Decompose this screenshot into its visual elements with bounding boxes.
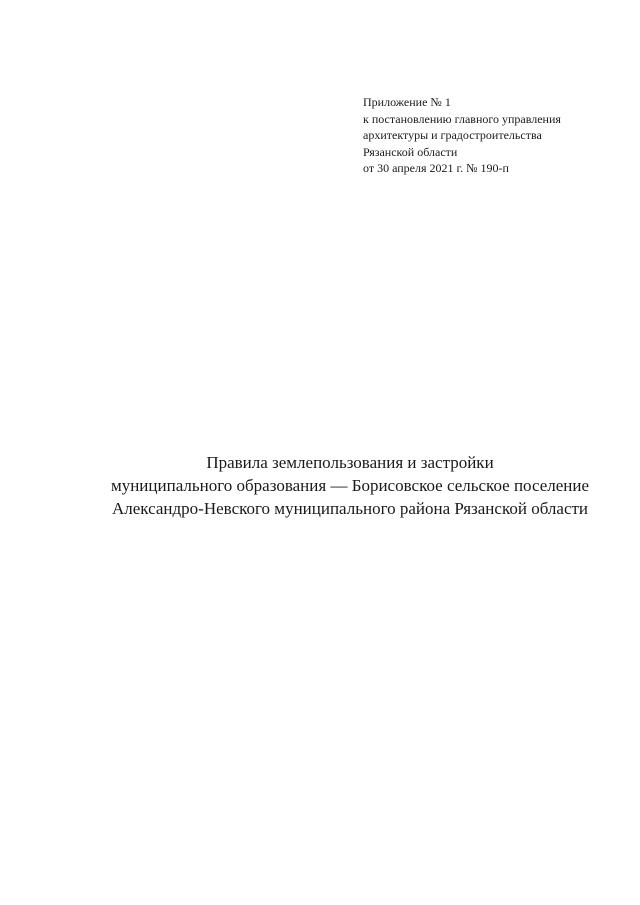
document-title: [0, 451, 640, 520]
appendix-header: [363, 94, 623, 177]
title-line-2: муниципального образования — Борисовское сельское поселение: [110, 476, 590, 495]
appendix-reference-line-1: к постановлению главного управления: [363, 111, 561, 126]
title-line-1: Правила землепользования и застройки: [206, 453, 494, 472]
appendix-date: от 30 апреля 2021 г. № 190-п: [363, 161, 509, 175]
appendix-reference-line-2: архитектуры и градостроительства: [363, 128, 542, 142]
title-line-3: Александро-Невского муниципального района Рязанской области: [111, 499, 589, 518]
appendix-number: Приложение № 1: [363, 95, 451, 109]
appendix-region: Рязанской области: [363, 144, 458, 159]
